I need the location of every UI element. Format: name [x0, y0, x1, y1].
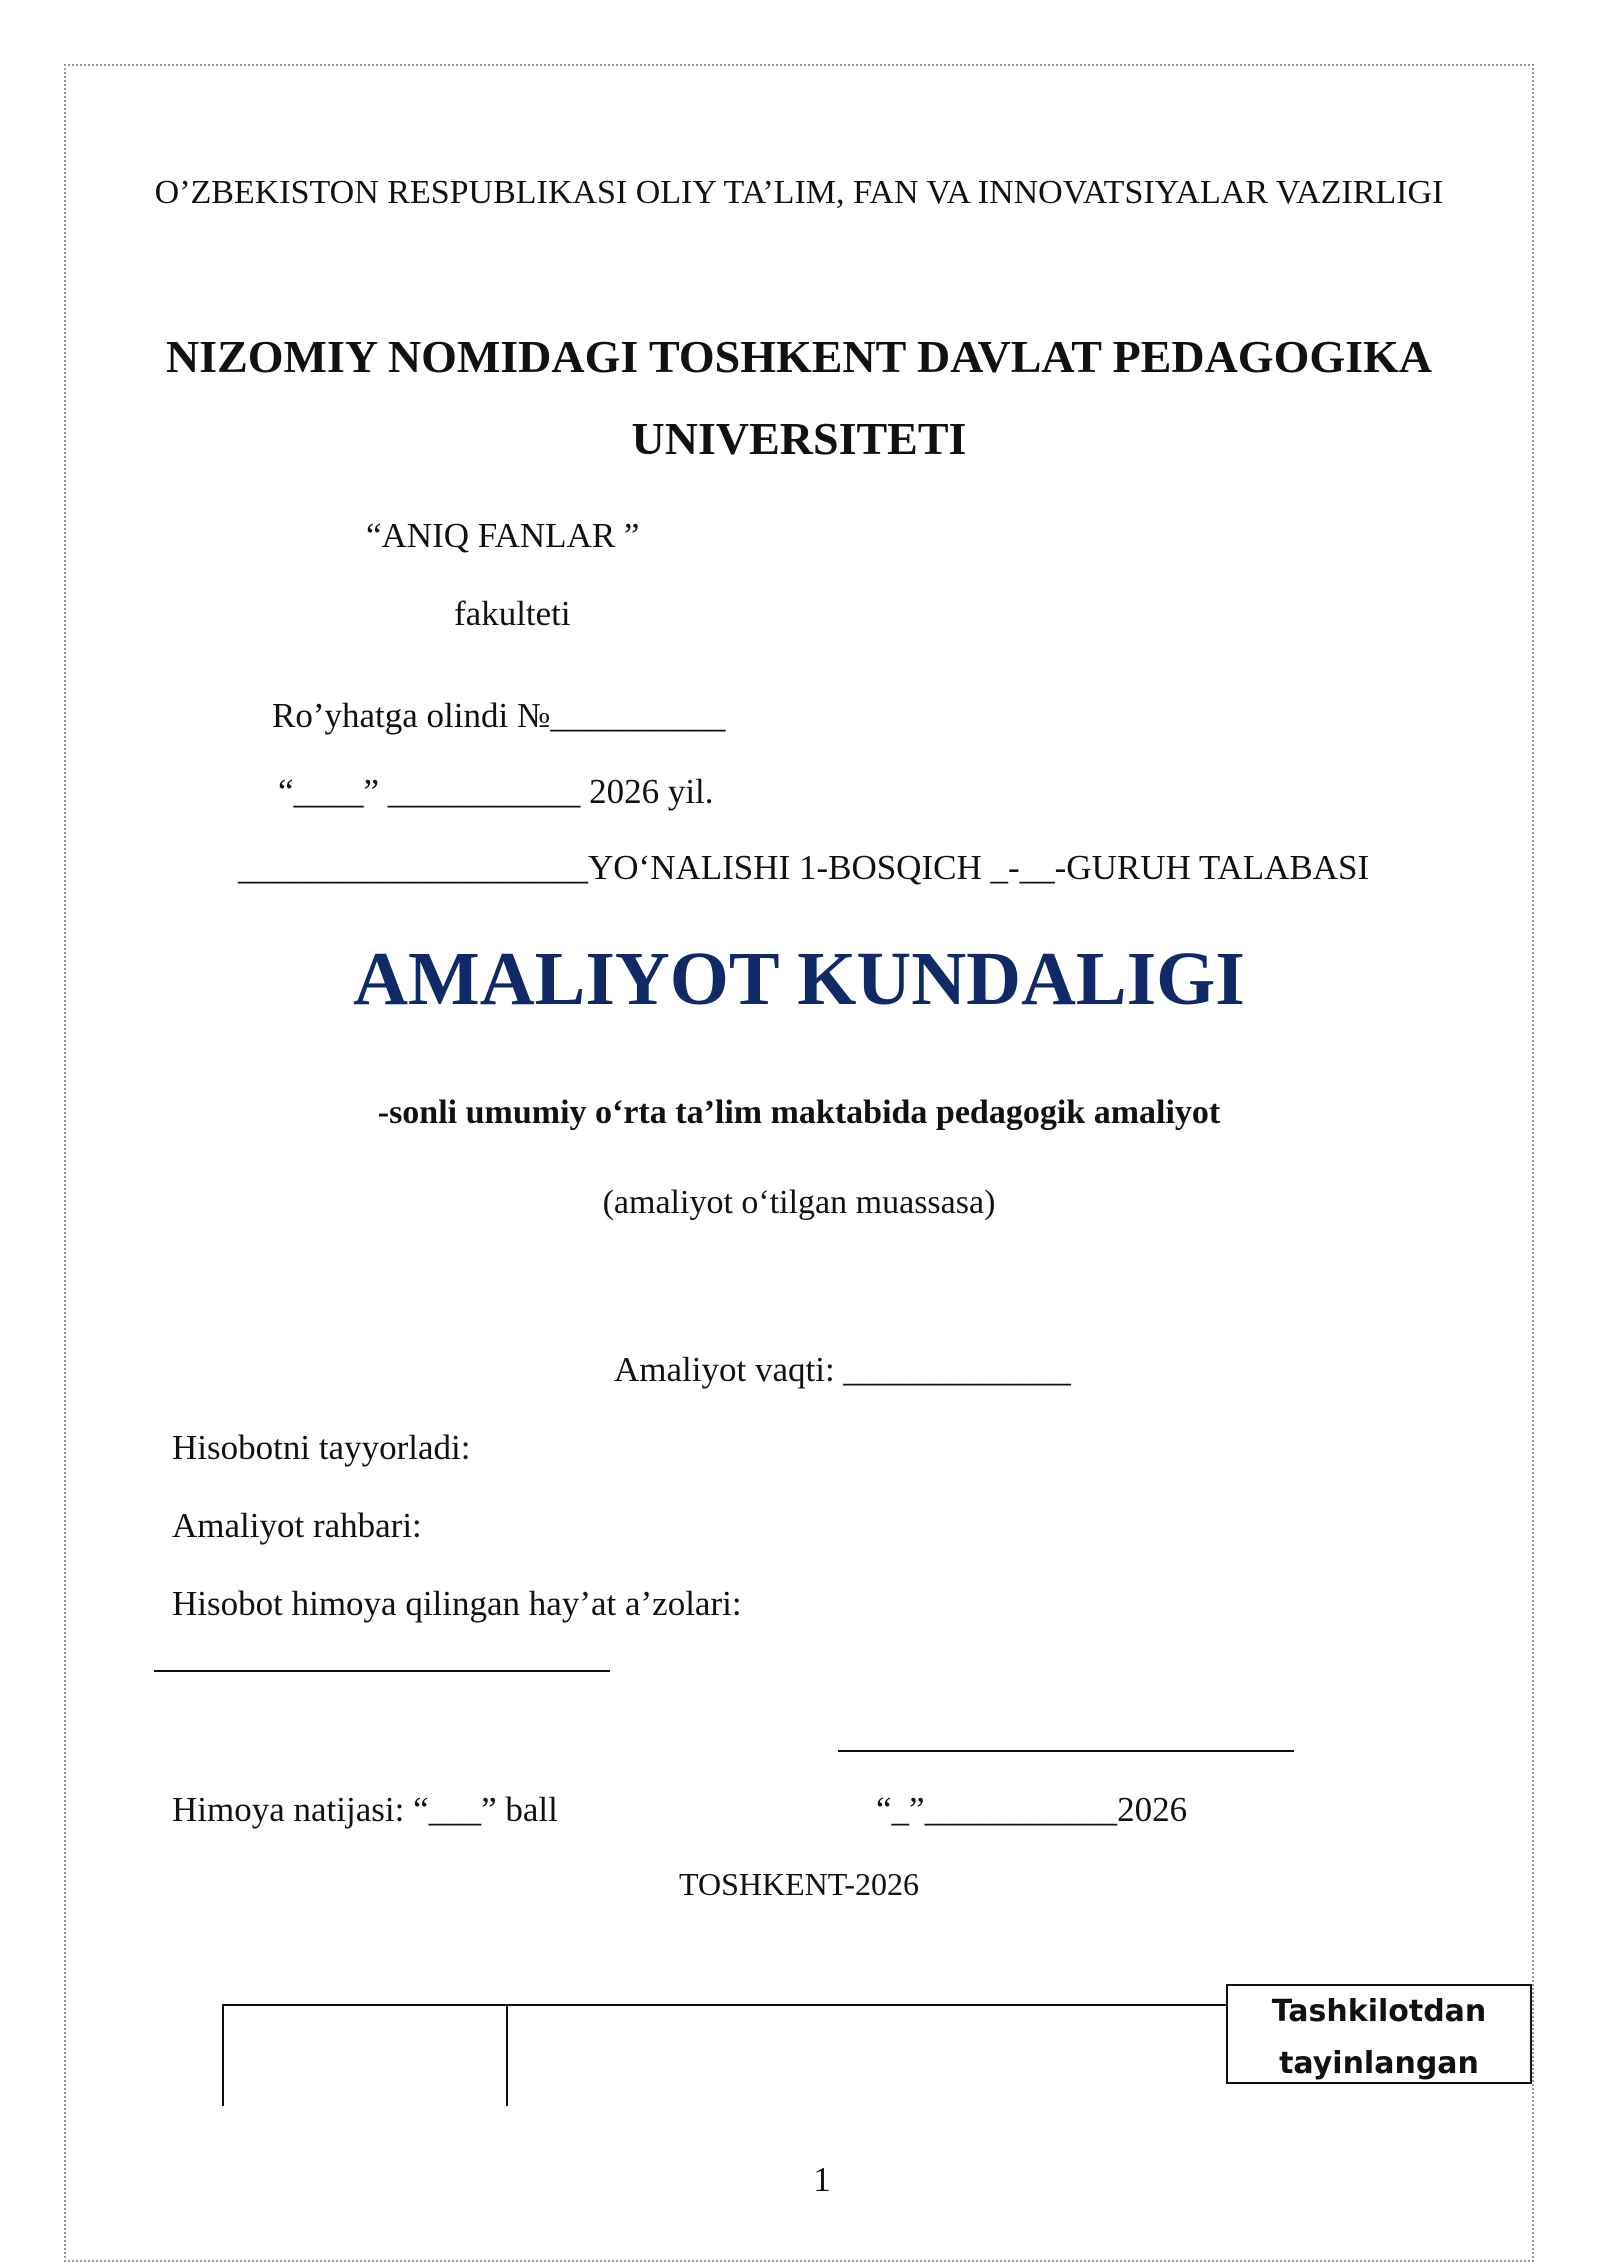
committee-label: Hisobot himoya qilingan hay’at a’zolari:	[172, 1584, 742, 1623]
prepared-by-label: Hisobotni tayyorladi:	[172, 1428, 471, 1467]
faculty-label: fakulteti	[454, 594, 571, 633]
page-number	[64, 2160, 1600, 2200]
defense-result: Himoya natijasi: “___” ball	[172, 1790, 558, 1829]
document-subtitle: -sonli umumiy o‘rta ta’lim maktabida pedagogik amaliyot	[377, 1094, 1221, 1131]
table-top-border	[222, 2004, 1226, 2006]
student-line: ____________________YO‘NALISHI 1-BOSQICH _-__-GURUH TALABASI	[238, 848, 1370, 887]
ministry-name: O’ZBEKISTON RESPUBLIKASI OLIY TA’LIM, FAN VA INNOVATSIYALAR VAZIRLIGI	[154, 174, 1444, 211]
supervisor-label: Amaliyot rahbari:	[172, 1506, 422, 1545]
practice-time: Amaliyot vaqti: _____________	[614, 1350, 1071, 1389]
university-name: NIZOMIY NOMIDAGI TOSHKENT DAVLAT PEDAGOGIKA UNIVERSITETI	[165, 331, 1433, 464]
faculty-name: “ANIQ FANLAR ”	[366, 516, 640, 555]
registration-date: “____” ___________ 2026 yil.	[278, 772, 714, 811]
institution-caption: (amaliyot o‘tilgan muassasa)	[602, 1184, 996, 1221]
table-column-divider	[506, 2004, 508, 2106]
table-header-cell: Tashkilotdan tayinlangan	[1226, 1984, 1532, 2084]
signature-line-left	[154, 1670, 610, 1672]
table-left-border	[222, 2004, 224, 2106]
signature-line-right	[838, 1750, 1294, 1752]
city-year: TOSHKENT-2026	[678, 1866, 919, 1902]
document-title: AMALIYOT KUNDALIGI	[353, 937, 1245, 1021]
page-number-text: 1	[813, 2160, 831, 2199]
defense-date: “_”___________2026	[876, 1790, 1188, 1829]
registration-number: Ro’yhatga olindi №__________	[272, 696, 726, 735]
